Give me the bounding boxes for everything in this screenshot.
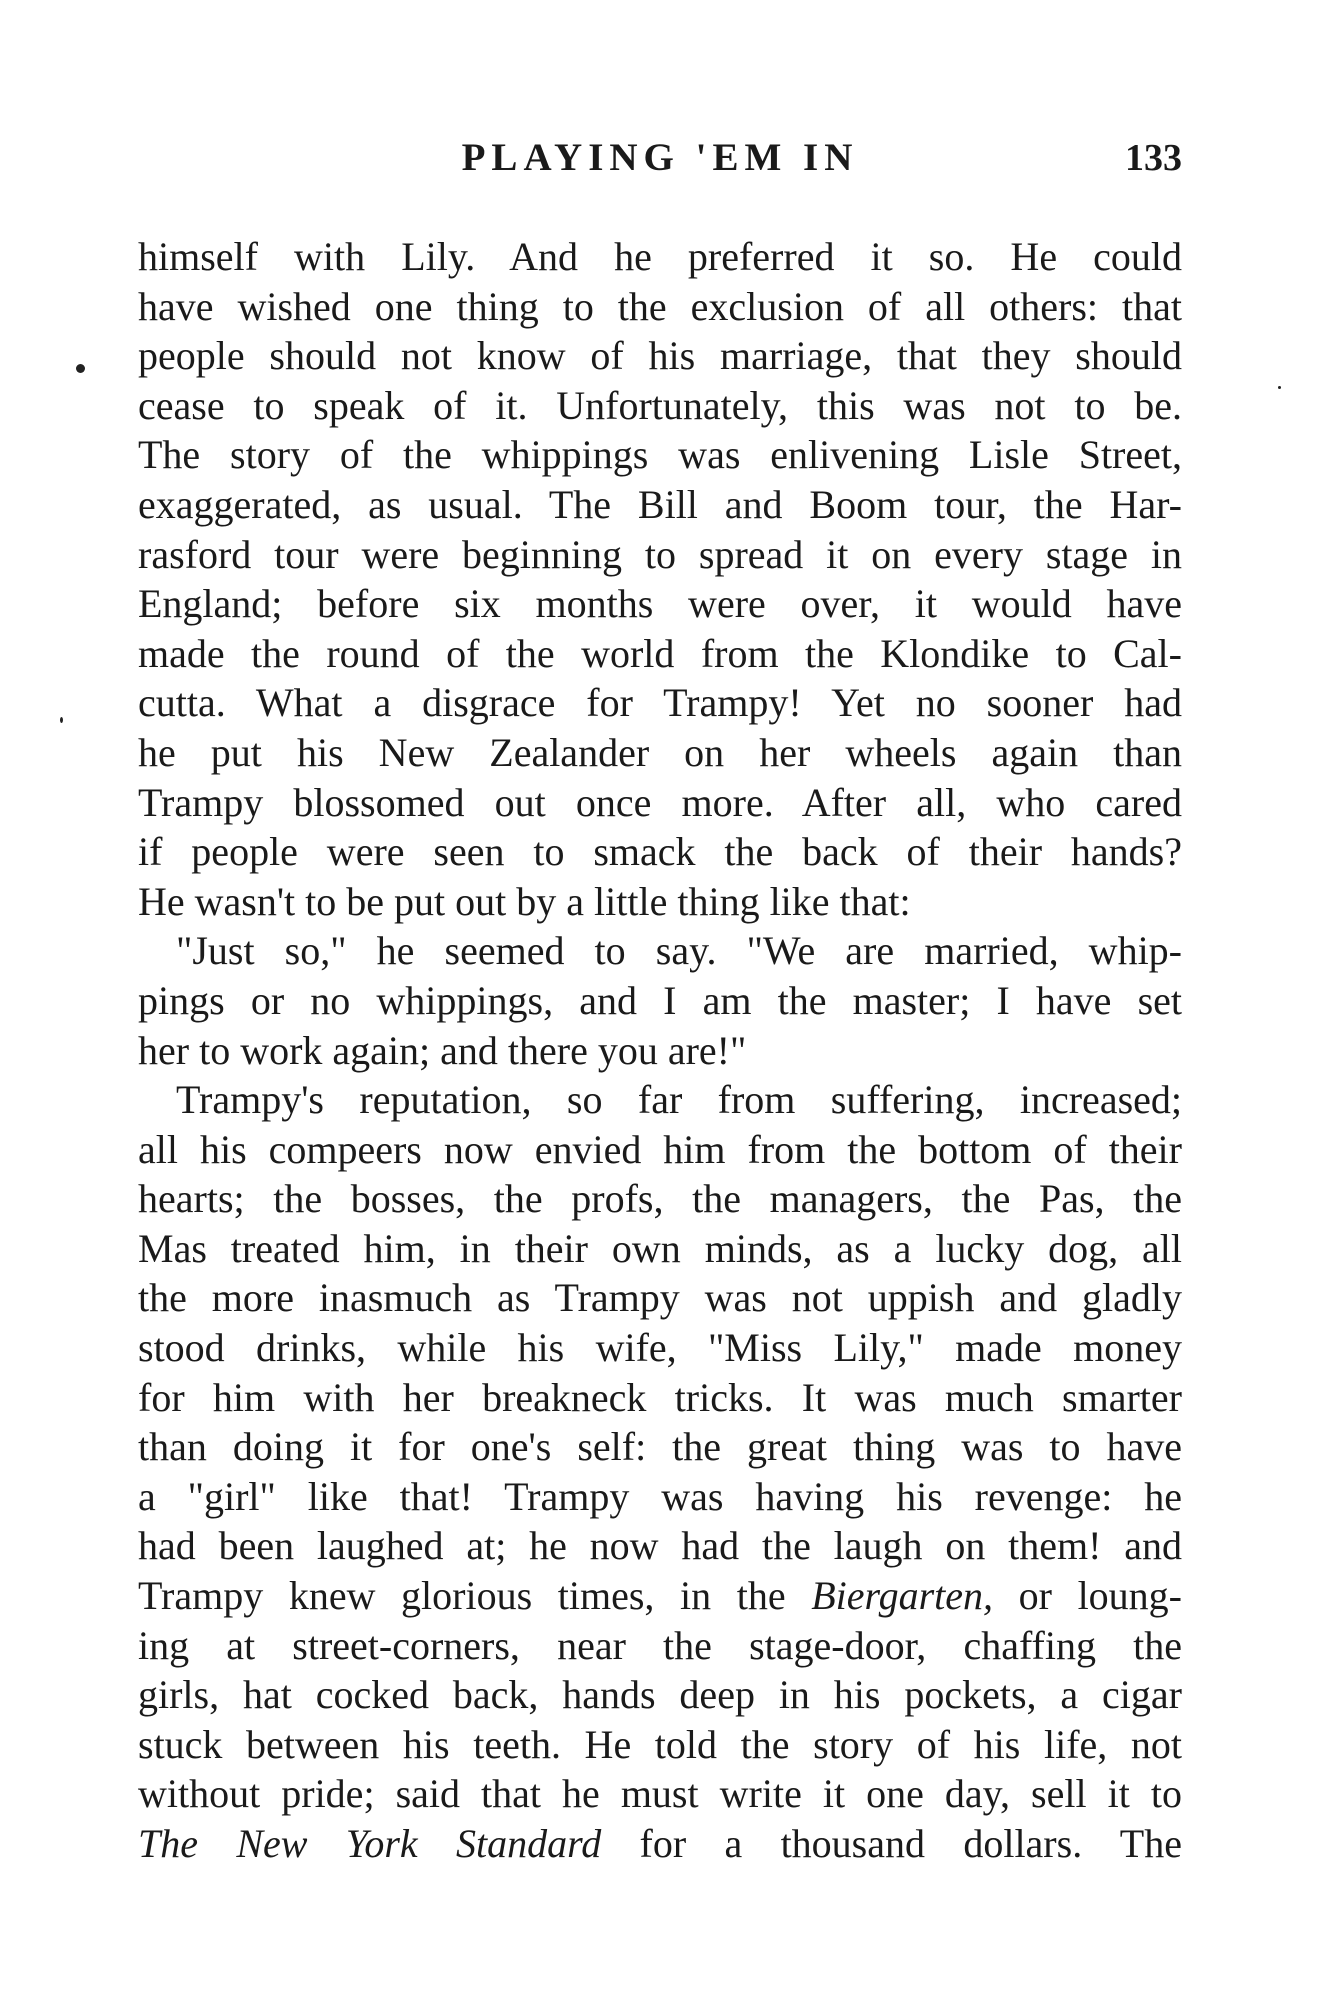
- text-line: her to work again; and there you are!": [138, 1027, 747, 1073]
- text-line: girls, hat cocked back, hands deep in his pockets, a cigar: [138, 1672, 1182, 1718]
- text-line: hearts; the bosses, the profs, the managers, the Pas, the: [138, 1176, 1182, 1222]
- text-line: Mas treated him, in their own minds, as a lucky dog, all: [138, 1225, 1182, 1271]
- text-line: for him with her breakneck tricks. It was much smarter: [138, 1374, 1182, 1420]
- text-line: He wasn't to be put out by a little thing like that:: [138, 878, 911, 924]
- running-head: [138, 128, 1182, 188]
- italic-term-biergarten: Biergarten,: [811, 1573, 994, 1619]
- text-line: The story of the whippings was enlivening Lisle Street,: [138, 432, 1182, 478]
- text-line: Trampy blossomed out once more. After all, who cared: [138, 779, 1182, 825]
- text-line: the more inasmuch as Trampy was not uppish and gladly: [138, 1275, 1182, 1321]
- text-line: cease to speak of it. Unfortunately, this was not to be.: [138, 382, 1182, 428]
- text-line: rasford tour were beginning to spread it on every stage in: [138, 531, 1182, 577]
- text-line: England; before six months were over, it would have: [138, 581, 1182, 627]
- text-line: had been laughed at; he now had the laugh on them! and: [138, 1523, 1182, 1569]
- text-line: if people were seen to smack the back of their hands?: [138, 829, 1182, 875]
- ink-speck: [60, 717, 63, 723]
- text-line: "Just so," he seemed to say. "We are married, whip-: [176, 928, 1182, 974]
- text-line: stood drinks, while his wife, "Miss Lily," made money: [138, 1325, 1182, 1371]
- text-line: pings or no whippings, and I am the master; I have set: [138, 977, 1182, 1023]
- ink-speck: [76, 364, 85, 373]
- text-line: Trampy's reputation, so far from suffering, increased;: [176, 1077, 1182, 1123]
- page-number: 133: [1125, 137, 1182, 179]
- text-line: all his compeers now envied him from the bottom of their: [138, 1126, 1182, 1172]
- text-line: than doing it for one's self: the great thing was to have: [138, 1424, 1182, 1470]
- text-line: without pride; said that he must write it one day, sell it to: [138, 1771, 1182, 1817]
- text-line: cutta. What a disgrace for Trampy! Yet no sooner had: [138, 680, 1182, 726]
- text-line: stuck between his teeth. He told the story of his life, not: [138, 1721, 1182, 1767]
- text-line-with-italic: [138, 1571, 1182, 1621]
- text-line-with-italic: [138, 1819, 1182, 1869]
- text-line: he put his New Zealander on her wheels again than: [138, 729, 1182, 775]
- text-line: a "girl" like that! Trampy was having his revenge: he: [138, 1473, 1182, 1519]
- text-line: exaggerated, as usual. The Bill and Boom tour, the Har-: [138, 481, 1182, 527]
- text-line: himself with Lily. And he preferred it so. He could: [138, 234, 1182, 279]
- text-line: have wished one thing to the exclusion of all others: that: [138, 283, 1182, 329]
- text-line: ing at street-corners, near the stage-door, chaffing the: [138, 1622, 1182, 1668]
- italic-title-newspaper: The New York Standard: [138, 1821, 602, 1866]
- text-run: Trampy knew glorious times, in the: [138, 1573, 812, 1619]
- text-line: made the round of the world from the Klondike to Cal-: [138, 630, 1182, 676]
- text-run: for a thousand dollars. The: [601, 1821, 1182, 1866]
- ink-speck: [1278, 386, 1281, 389]
- text-run: or loung-: [993, 1573, 1182, 1619]
- running-title: PLAYING 'EM IN: [461, 136, 859, 179]
- body-text: [138, 232, 1182, 1869]
- text-line: people should not know of his marriage, that they should: [138, 333, 1182, 379]
